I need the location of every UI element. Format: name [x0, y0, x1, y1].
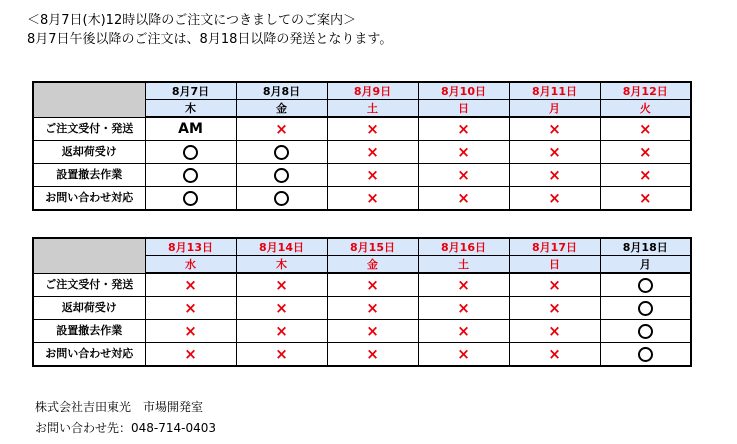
status-cell [236, 320, 327, 343]
date-header: 8月10日 [418, 82, 509, 100]
status-cell [236, 343, 327, 367]
unavailable-cross-icon: × [366, 299, 379, 317]
unavailable-cross-icon: × [548, 345, 561, 363]
weekday-header: 木 [236, 256, 327, 274]
am-only-label: AM [178, 121, 203, 137]
status-cell [145, 297, 236, 320]
status-cell [418, 273, 509, 297]
table-row [33, 164, 691, 187]
header-corner [33, 238, 145, 273]
status-cell [327, 273, 418, 297]
contact-line: お問い合わせ先：048-714-0403 [35, 421, 217, 435]
status-cell [145, 117, 236, 141]
date-header: 8月16日 [418, 238, 509, 256]
unavailable-cross-icon: × [275, 120, 288, 138]
weekday-header: 月 [509, 100, 600, 118]
row-label: ご注文受付・発送 [33, 117, 145, 141]
weekday-header: 土 [418, 256, 509, 274]
unavailable-cross-icon: × [366, 322, 379, 340]
date-header: 8月14日 [236, 238, 327, 256]
table-row [33, 187, 691, 211]
unavailable-cross-icon: × [275, 276, 288, 294]
available-circle-icon [183, 168, 198, 183]
status-cell [418, 187, 509, 211]
date-header: 8月11日 [509, 82, 600, 100]
table-row [33, 320, 691, 343]
status-cell [509, 273, 600, 297]
unavailable-cross-icon: × [548, 322, 561, 340]
status-cell [145, 141, 236, 164]
unavailable-cross-icon: × [457, 322, 470, 340]
unavailable-cross-icon: × [548, 189, 561, 207]
status-cell [145, 187, 236, 211]
status-cell [236, 117, 327, 141]
date-header: 8月18日 [600, 238, 691, 256]
status-cell [509, 343, 600, 367]
unavailable-cross-icon: × [638, 166, 652, 184]
unavailable-cross-icon: × [275, 322, 288, 340]
status-cell [236, 187, 327, 211]
status-cell [509, 164, 600, 187]
available-circle-icon [638, 324, 653, 339]
status-cell [327, 320, 418, 343]
status-cell [236, 273, 327, 297]
unavailable-cross-icon: × [184, 322, 197, 340]
available-circle-icon [274, 145, 289, 160]
unavailable-cross-icon: × [548, 166, 561, 184]
weekday-header: 土 [327, 100, 418, 118]
status-cell [600, 297, 691, 320]
header-corner [33, 82, 145, 117]
unavailable-cross-icon: × [548, 143, 561, 161]
notice-title: ＜8月7日(木)12時以降のご注文につきましてのご案内＞ [27, 13, 356, 28]
unavailable-cross-icon: × [457, 299, 470, 317]
weekday-header: 水 [145, 256, 236, 274]
weekday-header: 日 [509, 256, 600, 274]
status-cell [600, 141, 691, 164]
unavailable-cross-icon: × [184, 345, 197, 363]
unavailable-cross-icon: × [366, 120, 379, 138]
table-row [33, 141, 691, 164]
status-cell [600, 164, 691, 187]
unavailable-cross-icon: × [548, 299, 561, 317]
status-cell [509, 117, 600, 141]
available-circle-icon [274, 191, 289, 206]
unavailable-cross-icon: × [366, 166, 379, 184]
date-header: 8月7日 [145, 82, 236, 100]
status-cell [600, 320, 691, 343]
weekday-header: 金 [236, 100, 327, 118]
unavailable-cross-icon: × [366, 276, 379, 294]
status-cell [418, 117, 509, 141]
unavailable-cross-icon: × [457, 166, 470, 184]
unavailable-cross-icon: × [184, 276, 197, 294]
unavailable-cross-icon: × [457, 143, 470, 161]
unavailable-cross-icon: × [457, 345, 470, 363]
status-cell [327, 164, 418, 187]
status-cell [327, 141, 418, 164]
status-cell [600, 117, 691, 141]
company-name: 株式会社吉田東光 市場開発室 [35, 400, 204, 414]
status-cell [509, 320, 600, 343]
status-cell [327, 117, 418, 141]
unavailable-cross-icon: × [366, 189, 379, 207]
unavailable-cross-icon: × [638, 120, 652, 138]
status-cell [145, 320, 236, 343]
footer [35, 397, 216, 439]
row-label: 返却荷受け [33, 297, 145, 320]
status-cell [600, 187, 691, 211]
unavailable-cross-icon: × [638, 189, 652, 207]
weekday-header: 月 [600, 256, 691, 274]
row-label: お問い合わせ対応 [33, 343, 145, 367]
unavailable-cross-icon: × [366, 345, 379, 363]
row-label: ご注文受付・発送 [33, 273, 145, 297]
status-cell [236, 141, 327, 164]
status-cell [418, 343, 509, 367]
notice-body: 8月7日午後以降のご注文は、8月18日以降の発送となります。 [27, 32, 393, 47]
table-row [33, 117, 691, 141]
status-cell [509, 141, 600, 164]
status-cell [145, 273, 236, 297]
table-row [33, 273, 691, 297]
status-cell [509, 187, 600, 211]
status-cell [600, 273, 691, 297]
available-circle-icon [638, 301, 653, 316]
row-label: 返却荷受け [33, 141, 145, 164]
available-circle-icon [274, 168, 289, 183]
unavailable-cross-icon: × [548, 276, 561, 294]
unavailable-cross-icon: × [275, 345, 288, 363]
status-cell [600, 343, 691, 367]
date-header: 8月9日 [327, 82, 418, 100]
status-cell [418, 164, 509, 187]
status-cell [236, 297, 327, 320]
weekday-header: 日 [418, 100, 509, 118]
available-circle-icon [638, 347, 653, 362]
row-label: お問い合わせ対応 [33, 187, 145, 211]
unavailable-cross-icon: × [275, 299, 288, 317]
date-header: 8月8日 [236, 82, 327, 100]
schedule-table-1 [32, 81, 692, 211]
table-row [33, 343, 691, 367]
available-circle-icon [183, 145, 198, 160]
unavailable-cross-icon: × [457, 120, 470, 138]
weekday-header: 火 [600, 100, 691, 118]
date-header: 8月13日 [145, 238, 236, 256]
date-header: 8月17日 [509, 238, 600, 256]
row-label: 設置撤去作業 [33, 320, 145, 343]
available-circle-icon [183, 191, 198, 206]
unavailable-cross-icon: × [457, 189, 470, 207]
status-cell [327, 187, 418, 211]
status-cell [418, 297, 509, 320]
status-cell [418, 141, 509, 164]
status-cell [236, 164, 327, 187]
unavailable-cross-icon: × [366, 143, 379, 161]
unavailable-cross-icon: × [184, 299, 197, 317]
date-header: 8月12日 [600, 82, 691, 100]
schedule-table-2 [32, 237, 692, 367]
unavailable-cross-icon: × [457, 276, 470, 294]
available-circle-icon [638, 278, 653, 293]
status-cell [509, 297, 600, 320]
status-cell [145, 164, 236, 187]
status-cell [327, 343, 418, 367]
status-cell [327, 297, 418, 320]
table-row [33, 297, 691, 320]
row-label: 設置撤去作業 [33, 164, 145, 187]
status-cell [418, 320, 509, 343]
weekday-header: 金 [327, 256, 418, 274]
unavailable-cross-icon: × [548, 120, 561, 138]
status-cell [145, 343, 236, 367]
intro-notice [27, 11, 392, 49]
date-header: 8月15日 [327, 238, 418, 256]
weekday-header: 木 [145, 100, 236, 118]
unavailable-cross-icon: × [638, 143, 652, 161]
